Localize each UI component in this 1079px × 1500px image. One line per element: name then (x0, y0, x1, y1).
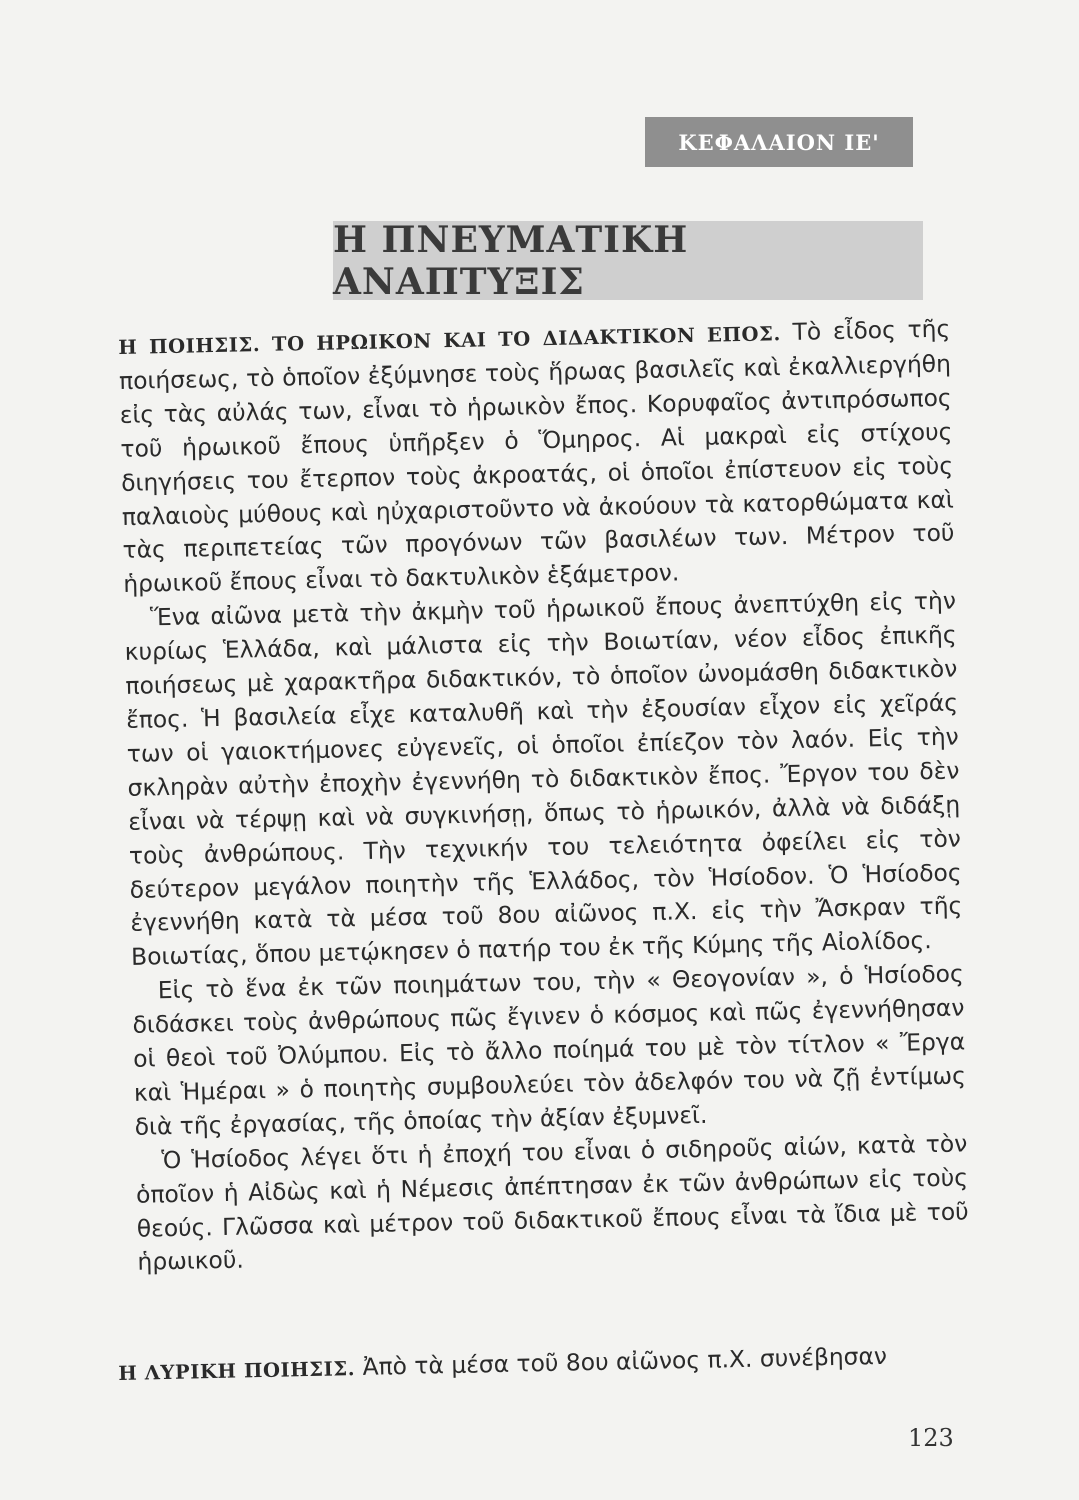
section-heroic-epic (118, 313, 970, 1281)
paragraph: Ὁ Ἡσίοδος λέγει ὅτι ἡ ἐποχή του εἶναι ὁ σιδηροῦς αἰών, κατὰ τὸν ὁποῖον ἡ Αἰδὼς καὶ ἡ Νέμεσις ἀπέπτησαν ἐκ τῶν ἀνθρώπων εἰς τοὺς θεούς. Γλῶσσα καὶ μέτρον τοῦ διδακτικοῦ ἔπους εἶναι τὰ ἴδια μὲ τοῦ ἡρωικοῦ. (135, 1129, 969, 1277)
chapter-title: Η ΠΝΕΥΜΑΤΙΚΗ ΑΝΑΠΤΥΞΙΣ (333, 218, 689, 303)
section-lyric-poetry (118, 1338, 959, 1390)
section-heading: Η ΠΟΙΗΣΙΣ. ΤΟ ΗΡΩΙΚΟΝ ΚΑΙ ΤΟ ΔΙΔΑΚΤΙΚΟΝ ΕΠΟΣ. (118, 322, 782, 359)
chapter-title-band (333, 218, 923, 303)
paragraph: Εἰς τὸ ἕνα ἐκ τῶν ποιημάτων του, τὴν « Θεογονίαν », ὁ Ἡσίοδος διδάσκει τοὺς ἀνθρώπους πῶς ἔγινεν ὁ κόσμος καὶ πῶς ἐγεννήθησαν οἱ θεοὶ τοῦ Ὀλύμπου. Εἰς τὸ ἄλλο ποίημά του μὲ τὸν τίτλον « Ἔργα καὶ Ἡμέραι » ὁ ποιητὴς συμβουλεύει τὸν ἀδελφόν του νὰ ζῇ ἐντίμως διὰ τῆς ἐργασίας, τῆς ὁποίας τὴν ἀξίαν ἐξυμνεῖ. (132, 959, 967, 1141)
chapter-label: ΚΕΦΑΛΑΙΟΝ ΙΕ' (645, 117, 913, 167)
paragraph (118, 313, 956, 603)
page-number: 123 (908, 1424, 954, 1452)
paragraph-text: Ἀπὸ τὰ μέσα τοῦ 8ου αἰῶνος π.Χ. συνέβησαν (362, 1341, 888, 1381)
paragraph: Ἕνα αἰῶνα μετὰ τὴν ἀκμὴν τοῦ ἡρωικοῦ ἔπους ἀνεπτύχθη εἰς τὴν κυρίως Ἑλλάδα, καὶ μάλιστα εἰς τὴν Βοιωτίαν, νέον εἶδος ἐπικῆς ποιήσεως μὲ χαρακτῆρα διδακτικόν, τὸ ὁποῖον ὠνομάσθη διδακτικὸν ἔπος. Ἡ βασιλεία εἶχε καταλυθῆ καὶ τὴν ἐξουσίαν εἶχον εἰς χεῖράς των οἱ γαιοκτήμονες εὐγενεῖς, οἱ ὁποῖοι ἐπίεζον τὸν λαόν. Εἰς τὴν σκληρὰν αὐτὴν ἐποχὴν ἐγεννήθη τὸ διδακτικὸν ἔπος. Ἔργον του δὲν εἶναι νὰ τέρψῃ καὶ νὰ συγκινήσῃ, ὅπως τὸ ἡρωικόν, ἀλλὰ νὰ διδάξῃ τοὺς ἀνθρώπους. Τὴν τεχνικήν του τελειότητα ὀφείλει εἰς τὸν δεύτερον μεγάλον ποιητὴν τῆς Ἑλλάδος, τὸν Ἡσίοδον. Ὁ Ἡσίοδος ἐγεννήθη κατὰ τὰ μέσα τοῦ 8ου αἰῶνος π.Χ. εἰς τὴν Ἄσκραν τῆς Βοιωτίας, ὅπου μετῴκησεν ὁ πατήρ του ἐκ τῆς Κύμης τῆς Αἰολίδος. (124, 586, 963, 972)
section-heading: Η ΛΥΡΙΚΗ ΠΟΙΗΣΙΣ. (118, 1357, 356, 1385)
paragraph-text: Τὸ εἶδος τῆς ποιήσεως, τὸ ὁποῖον ἐξύμνησε τοὺς ἥρωας βασιλεῖς καὶ ἐκαλλιεργήθη εἰς τὰς αὐλάς των, εἶναι τὸ ἡρωικὸν ἔπος. Κορυφαῖος ἀντιπρόσωπος τοῦ ἡρωικοῦ ἔπους ὑπῆρξεν ὁ Ὅμηρος. Αἱ μακραὶ εἰς στίχους διηγήσεις του ἔτερπον τοὺς ἀκροατάς, οἱ ὁποῖοι ἐπίστευον εἰς τοὺς παλαιοὺς μύθους καὶ ηὐχαριστοῦντο νὰ ἀκούουν τὰ κατορθώματα καὶ τὰς περιπετείας τῶν προγόνων τῶν βασιλέων των. Μέτρον τοῦ ἡρωικοῦ ἔπους εἶναι τὸ δακτυλικὸν ἑξάμετρον. (118, 314, 955, 599)
